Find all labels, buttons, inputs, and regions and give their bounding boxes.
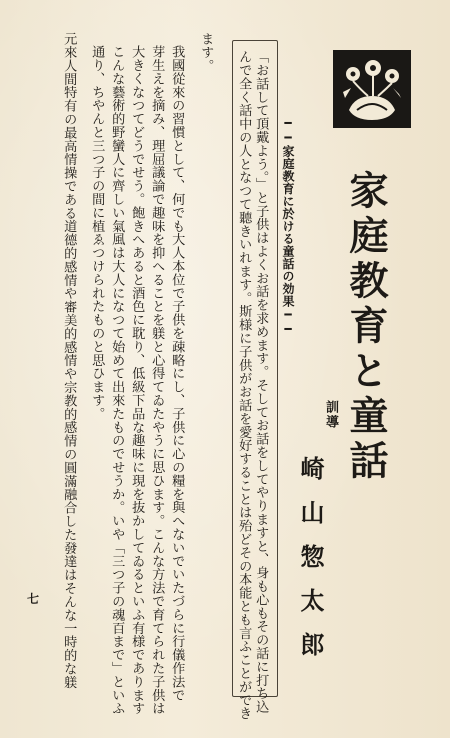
author-role: 訓導 — [323, 400, 338, 430]
vase-with-flowers-illustration — [333, 50, 411, 128]
body-line: 通り、ちやんと三つ子の間に植ゑつけられたものと思ひます。 — [89, 45, 105, 421]
body-line: こんな藝術的野蠻人に齊しい氣風は大人になつて始めて出來たものでせうか。いや「三つ子の魂百まで」といふ — [109, 45, 125, 715]
article-subtitle: ━━家庭教育に於ける童話の効果━━ — [281, 116, 295, 337]
quote-line: んで全く話中の人となつて聽きいれます。斯様に子供がお話を愛好することは殆どその本能とも言ふことができ — [236, 50, 252, 720]
body-line: 元來人間特有の最高情操である道德的感情や審美的感情や宗教的感情の圓滿融合した發達はそんな一時的な躾 — [61, 32, 77, 689]
author-name: 崎山惣太郎 — [296, 456, 325, 676]
article-title: 家庭教育と童話 — [343, 170, 389, 485]
quote-line: 「お話して頂戴よう。」と子供はよくお話を求めます。そしてお話をしてやりますと、身も心もその話に打ち込 — [253, 50, 269, 714]
page-number: 七 — [27, 592, 40, 606]
body-line: 我國從來の習慣として、何でも大人本位で子供を疎略にし、子供に心の糧を與へないでいたづらに行儀作法で — [169, 45, 185, 702]
quote-line: ます。 — [198, 32, 214, 73]
flower-vase-icon — [335, 52, 409, 126]
body-line: 大きくなつてどうでせう。飽きへあると酒色に耽り、低級下品な趣味に現を抜かしてゐるといふ有様であります — [129, 45, 145, 715]
body-line: 芽生えを摘み、理屈議論で趣味を抑へることを躾と心得てゐたやうに思ひます。こんな方法で育てられた子供は — [149, 45, 165, 715]
